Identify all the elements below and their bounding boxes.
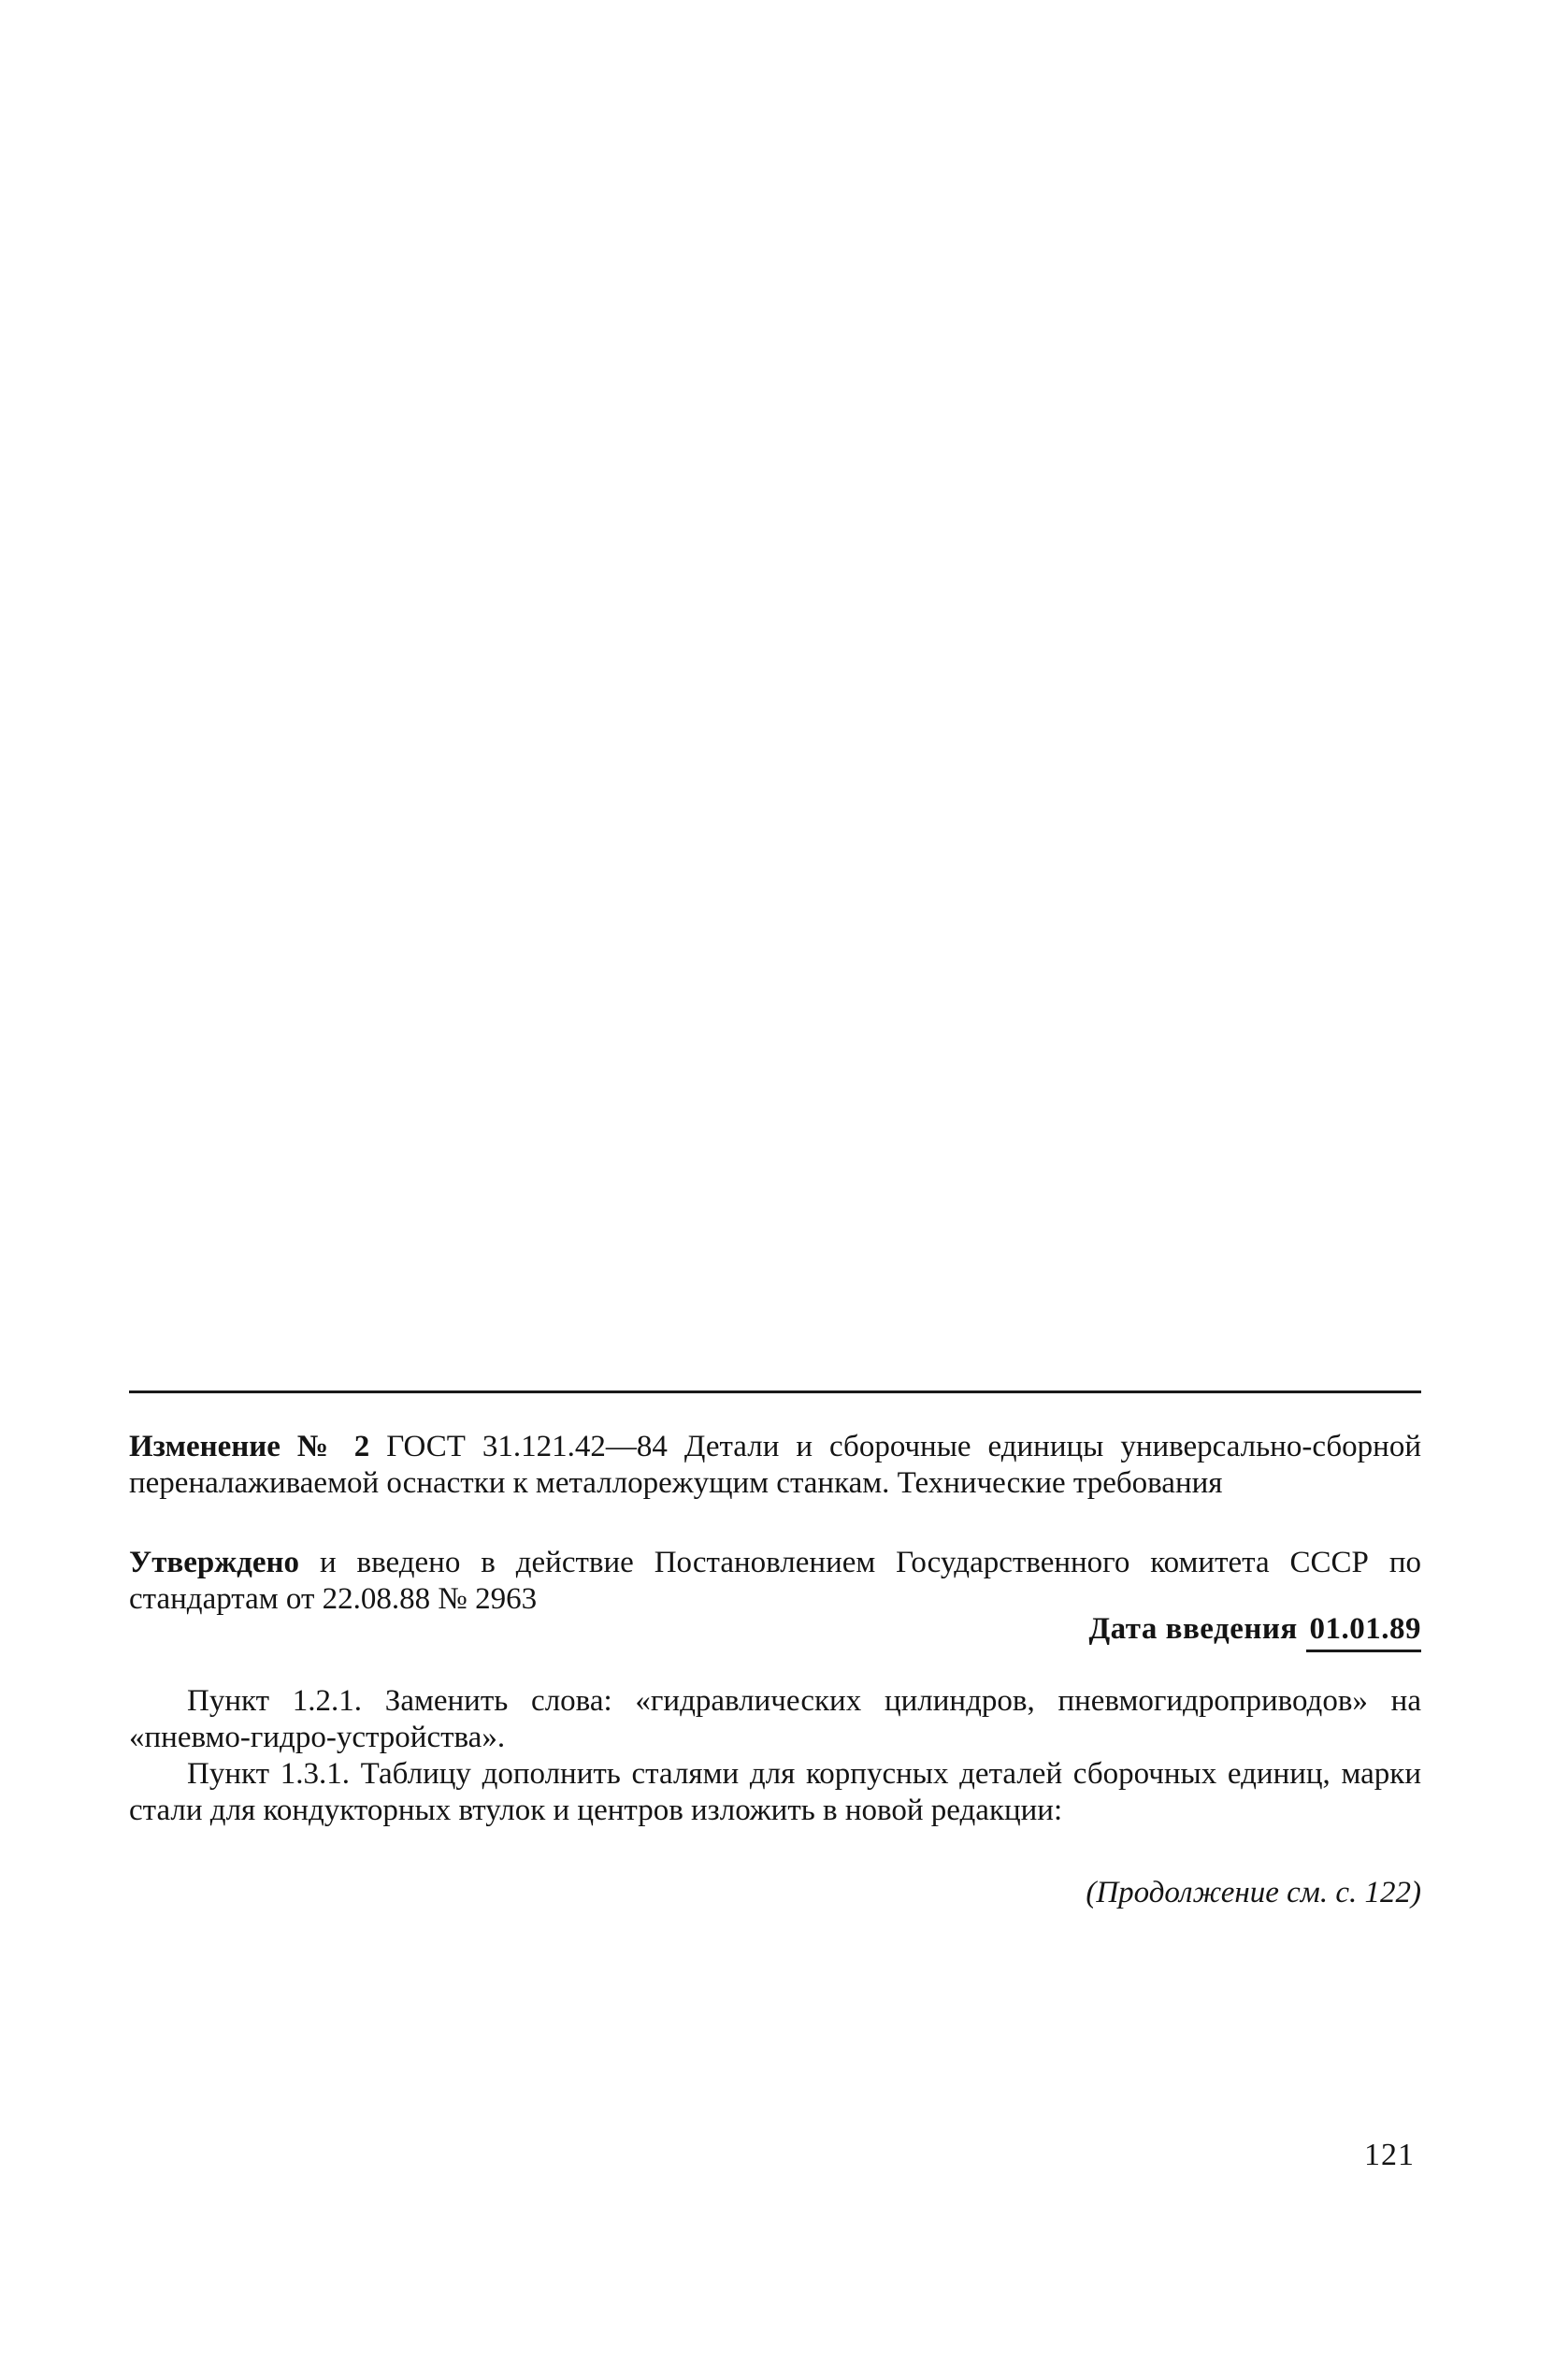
- approval-text: и введено в действие Постановлением Государственного комитета СССР по стандартам от 22.08.88 № 2963: [129, 1546, 1421, 1616]
- change-text: ГОСТ 31.121.42—84 Детали и сборочные единицы универсально-сборной переналаживаемой оснастки к металлорежущим станкам. Технические требования: [129, 1430, 1421, 1500]
- paragraph-item: [129, 1756, 1421, 1829]
- page-number: 121: [1364, 2138, 1415, 2172]
- effective-date-label: Дата введения: [1088, 1612, 1306, 1646]
- effective-date: [1088, 1611, 1421, 1648]
- paragraph-lead: Пункт 1.2.1.: [187, 1684, 363, 1718]
- paragraph-text: Таблицу дополнить сталями для корпусных деталей сборочных единиц, марки стали для кондукторных втулок и центров изложить в новой редакции:: [129, 1757, 1421, 1827]
- change-heading: [129, 1429, 1421, 1502]
- horizontal-rule: [129, 1390, 1421, 1393]
- paragraph-text: Заменить слова: «гидравлических цилиндров, пневмогидроприводов» на «пневмо-гидро-устройства».: [129, 1684, 1421, 1754]
- approval-lead: Утверждено: [129, 1546, 300, 1579]
- effective-date-value: 01.01.89: [1306, 1612, 1422, 1652]
- paragraph-item: [129, 1683, 1421, 1756]
- change-lead: Изменение № 2: [129, 1430, 370, 1463]
- paragraph-lead: Пункт 1.3.1.: [187, 1757, 350, 1791]
- continued-note: (Продолжение см. с. 122): [1086, 1876, 1421, 1909]
- approval-statement: [129, 1545, 1421, 1618]
